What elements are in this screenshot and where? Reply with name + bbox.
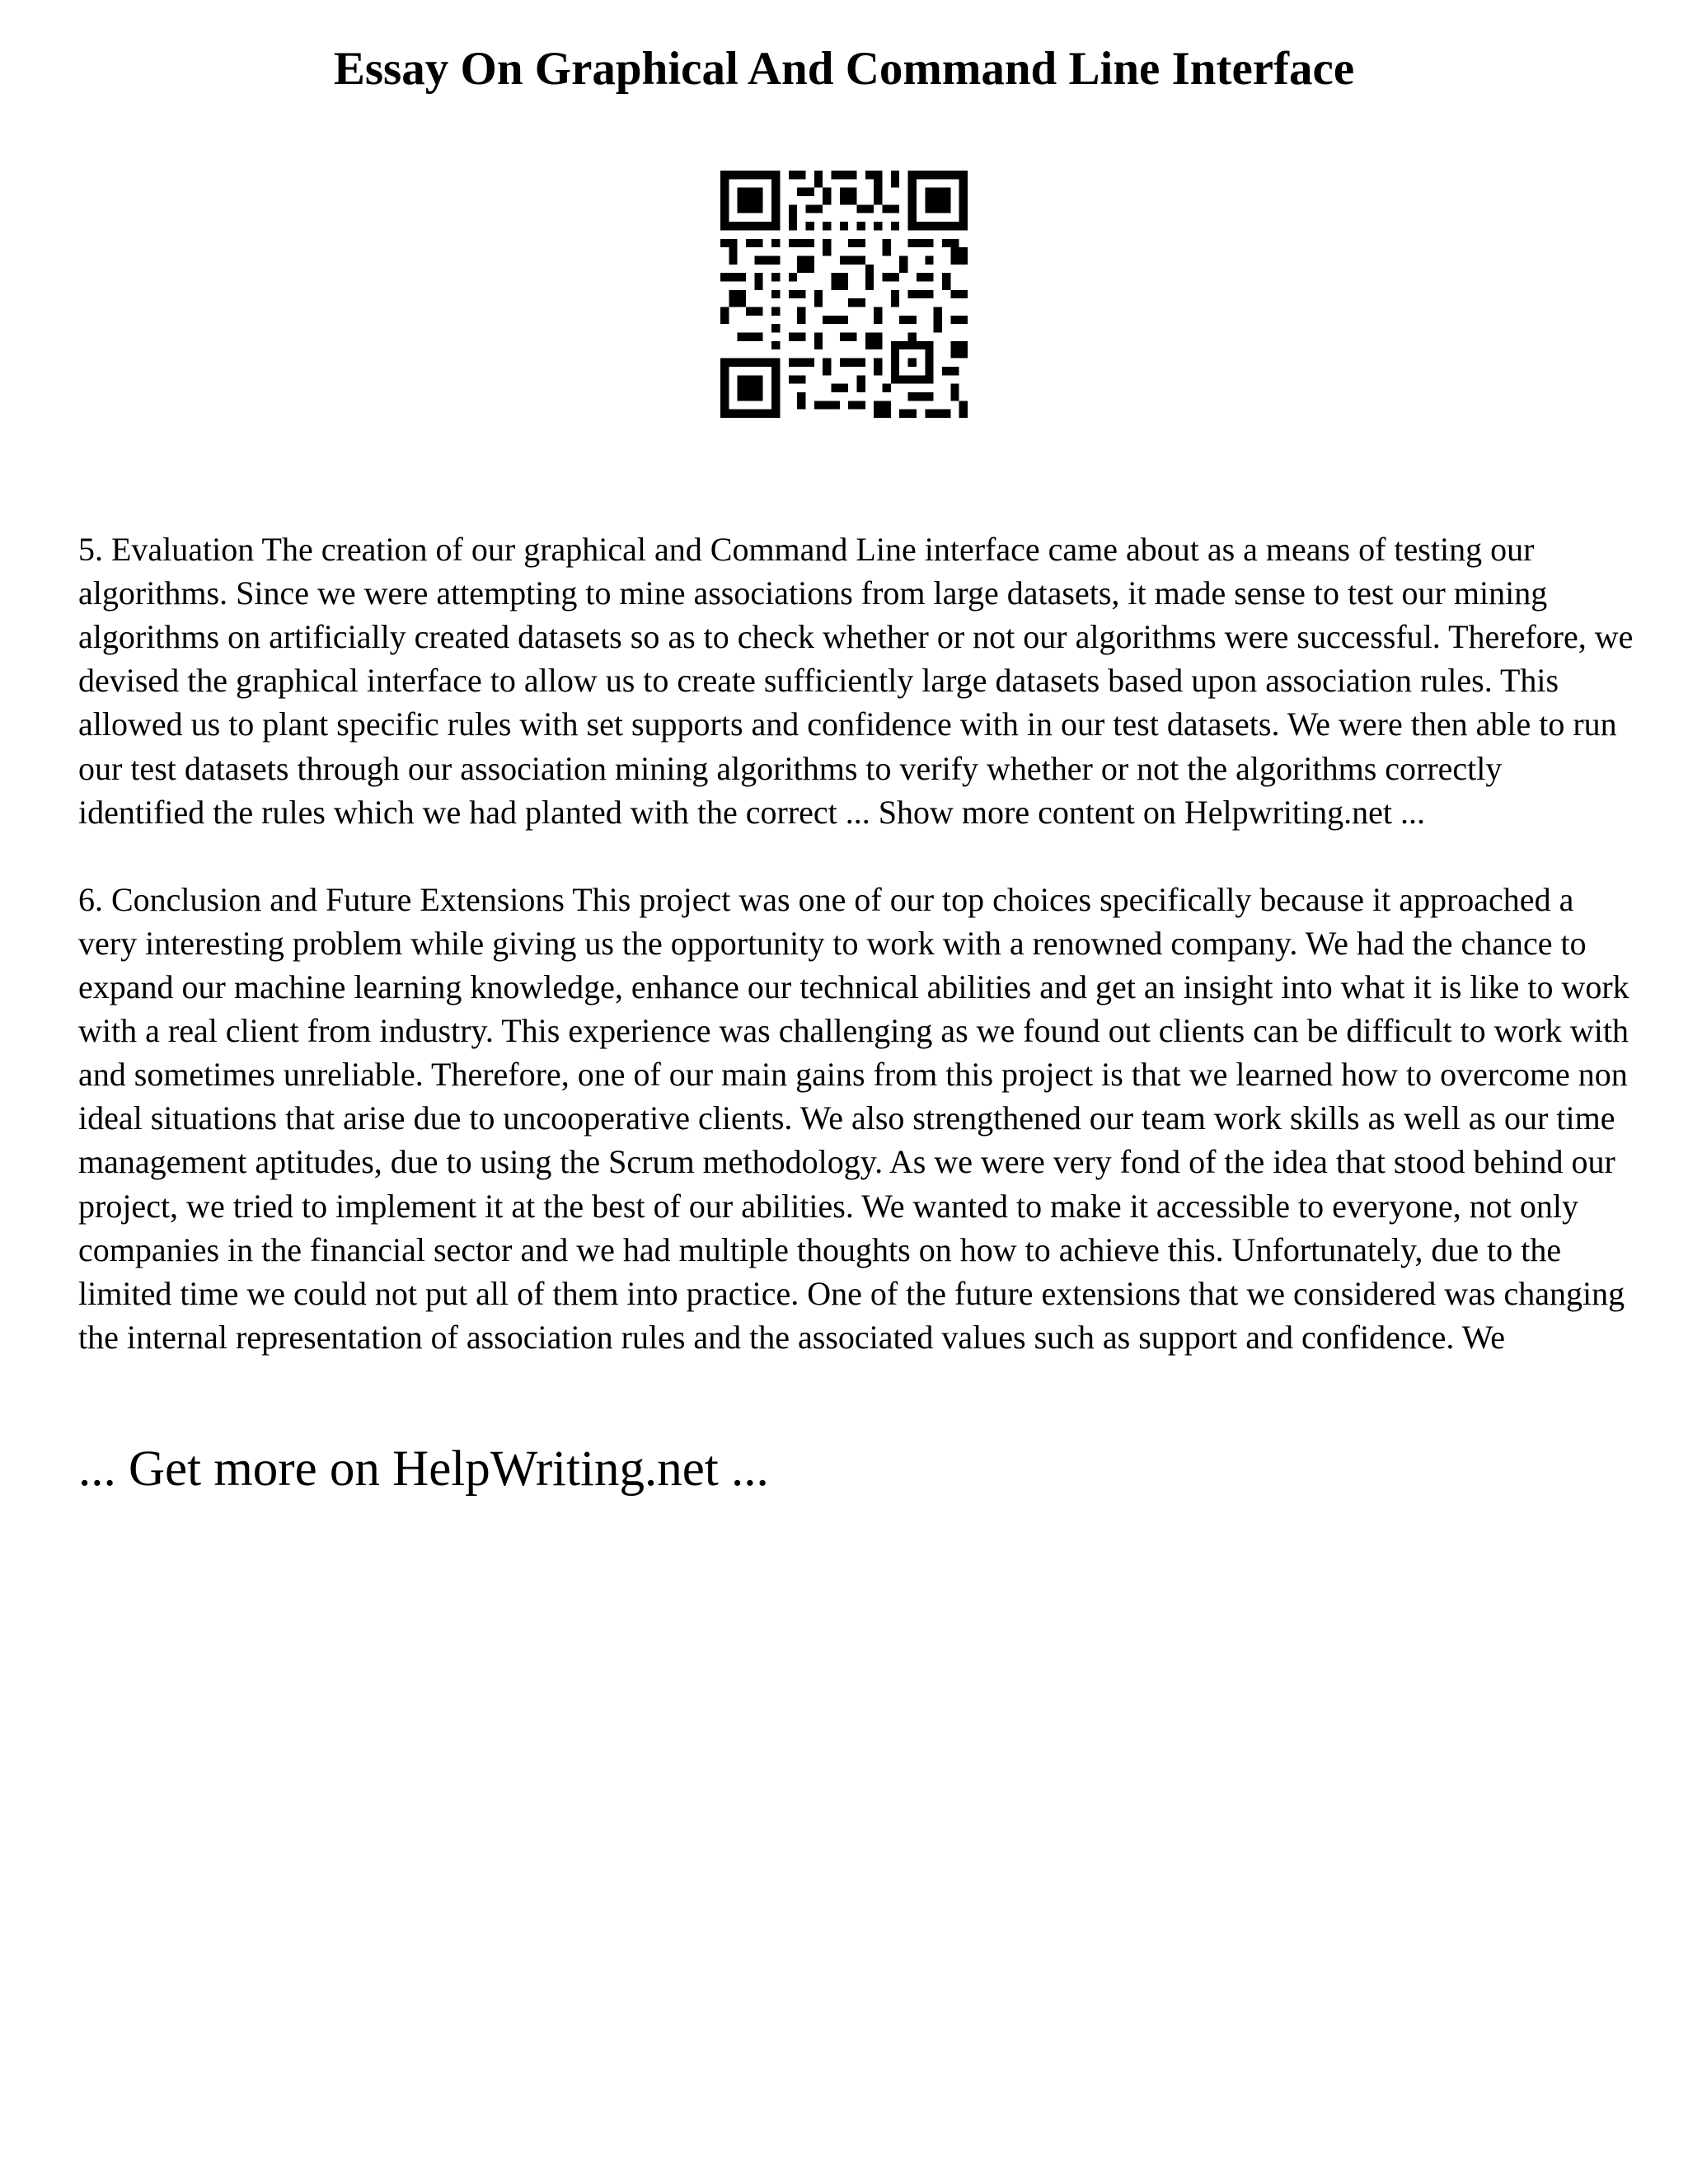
get-more-link[interactable]: ... Get more on HelpWriting.net ... <box>78 1441 769 1497</box>
paragraph-conclusion: 6. Conclusion and Future Extensions This project was one of our top choices specifically because it approached a very interesting problem while giving us the opportunity to work with a renowned company. We had the chance to expand our machine learning knowledge, enhance our technical abilities and get an insight into what it is like to work with a real client from industry. This experience was challenging as we found out clients can be difficult to work with and sometimes unreliable. Therefore, one of our main gains from this project is that we learned how to overcome non ideal situations that arise due to uncooperative clients. We also strengthened our team work skills as well as our time management aptitudes, due to using the Scrum methodology. As we were very fond of the idea that stood behind our project, we tried to implement it at the best of our abilities. We wanted to make it accessible to everyone, not only companies in the financial sector and we had multiple thoughts on how to achieve this. Unfortunately, due to the limited time we could not put all of them into practice. One of the future extensions that we considered was changing the internal representation of association rules and the associated values such as support and confidence. We <box>78 880 1629 1356</box>
essay-body <box>78 484 1636 1403</box>
page-title: Essay On Graphical And Command Line Interface <box>333 43 1355 95</box>
paragraph-evaluation: 5. Evaluation The creation of our graphical and Command Line interface came about as a means of testing our algorithms. Since we were attempting to mine associations from large datasets, it made sense to test our mining algorithms on artificially created datasets so as to check whether or not our algorithms were successful. Therefore, we devised the graphical interface to allow us to create sufficiently large datasets based upon association rules. This allowed us to plant specific rules with set supports and confidence with in our test datasets. We were then able to run our test datasets through our association mining algorithms to verify whether or not the algorithms correctly identified the rules which we had planted with the correct ... Show more content on Helpwriting.net ... <box>78 531 1634 831</box>
qr-code-icon <box>720 171 968 418</box>
qr-code[interactable] <box>720 171 968 418</box>
